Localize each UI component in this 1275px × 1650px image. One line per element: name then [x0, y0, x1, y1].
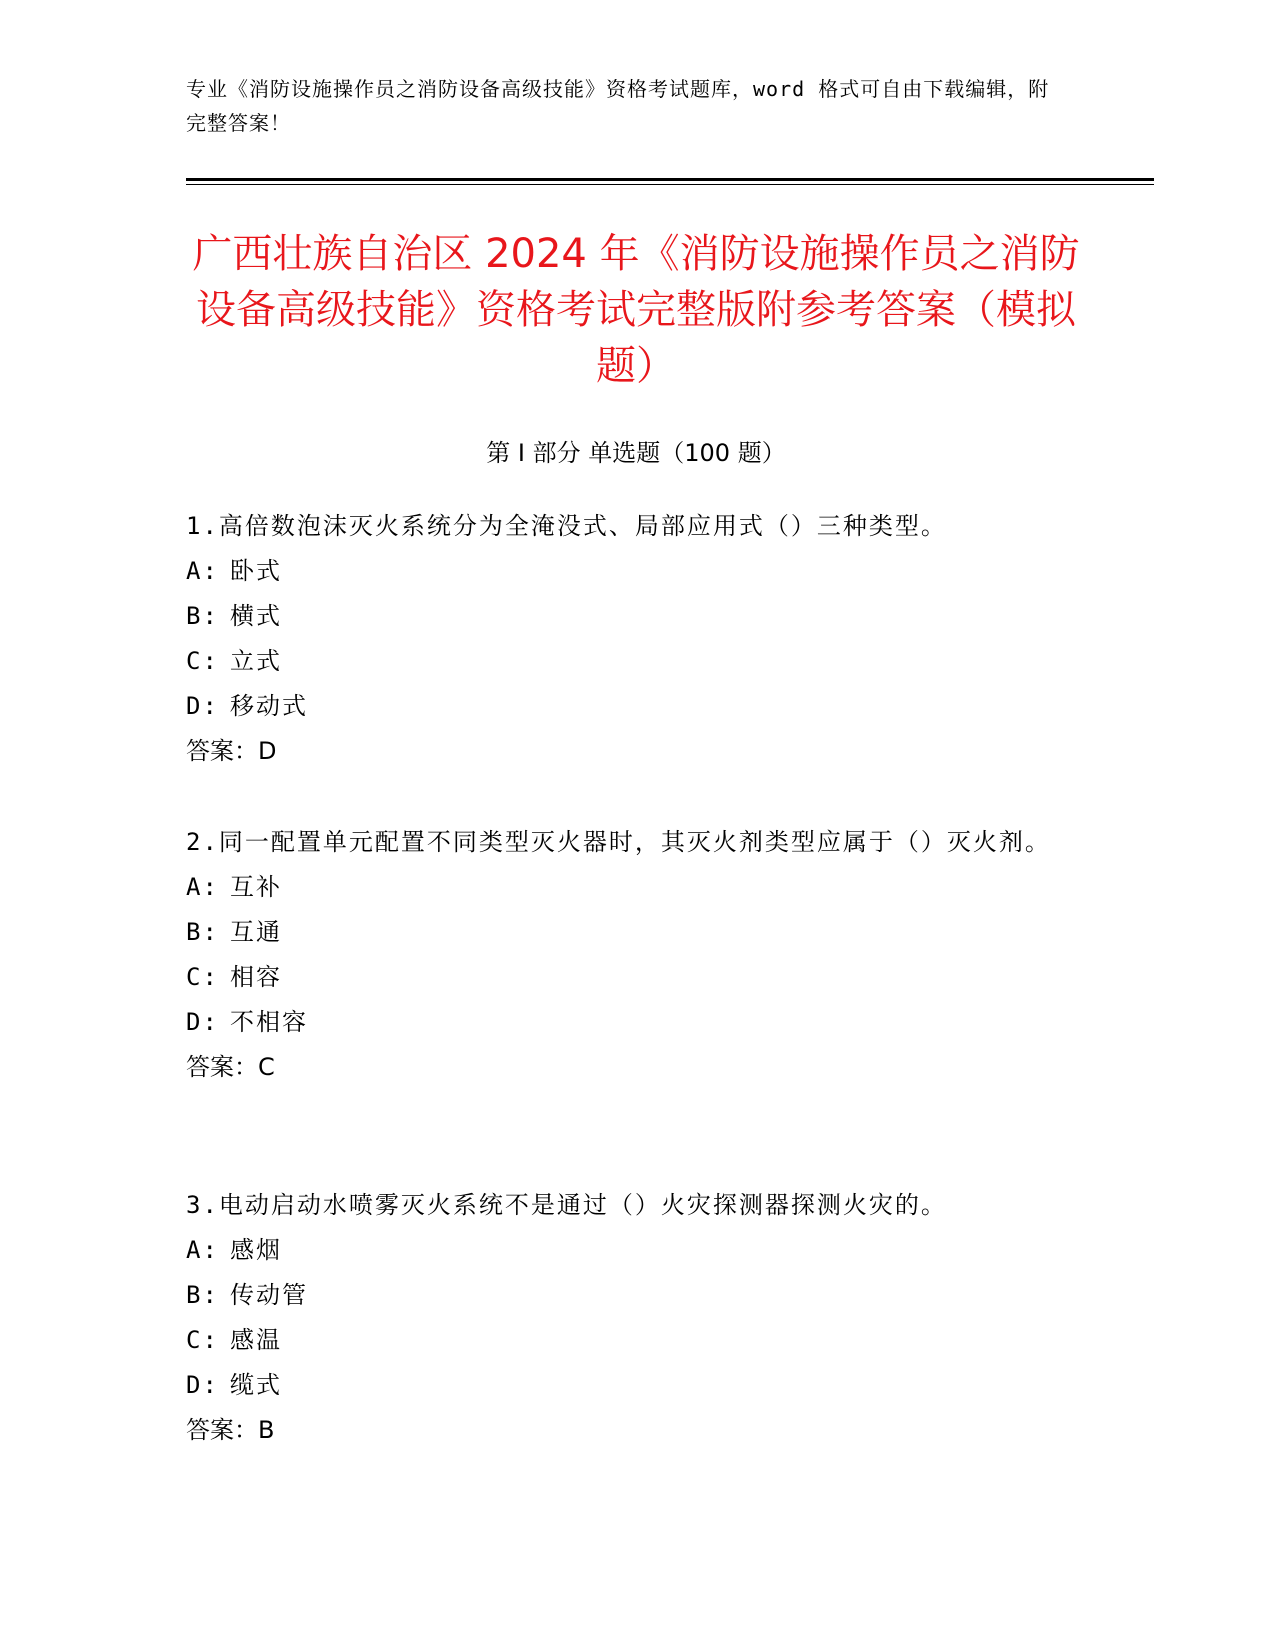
question-stem: 3.电动启动水喷雾灭火系统不是通过（）火灾探测器探测火灾的。: [186, 1191, 947, 1219]
option-a: [186, 549, 1066, 594]
option-b: [186, 594, 1066, 639]
section-title: 第 I 部分 单选题（100 题）: [486, 439, 786, 467]
option-key: A:: [186, 557, 219, 585]
option-text: 互通: [230, 918, 282, 946]
option-text: 横式: [230, 602, 282, 630]
option-text: 传动管: [230, 1281, 308, 1309]
answer-line: 答案：D: [186, 737, 277, 765]
option-key: D:: [186, 1008, 219, 1036]
option-text: 移动式: [230, 692, 308, 720]
question-2: [186, 820, 1066, 1090]
option-d: [186, 1000, 1066, 1045]
answer-line: 答案：C: [186, 1053, 275, 1081]
option-d: [186, 1363, 1066, 1408]
option-key: A:: [186, 873, 219, 901]
option-key: C:: [186, 1326, 219, 1354]
option-c: [186, 1318, 1066, 1363]
option-text: 不相容: [230, 1008, 308, 1036]
header-divider-thick: [186, 178, 1154, 181]
option-key: D:: [186, 692, 219, 720]
option-text: 感烟: [230, 1236, 282, 1264]
option-key: A:: [186, 1236, 219, 1264]
question-3: [186, 1183, 1066, 1453]
option-text: 卧式: [230, 557, 282, 585]
option-text: 缆式: [230, 1371, 282, 1399]
option-text: 相容: [230, 963, 282, 991]
option-text: 感温: [230, 1326, 282, 1354]
option-b: [186, 910, 1066, 955]
question-1: [186, 504, 1066, 774]
option-c: [186, 955, 1066, 1000]
option-key: B:: [186, 602, 219, 630]
option-text: 立式: [230, 647, 282, 675]
option-key: D:: [186, 1371, 219, 1399]
header-note: 专业《消防设施操作员之消防设备高级技能》资格考试题库，word 格式可自由下载编辑，附完整答案！: [186, 77, 1050, 135]
option-key: B:: [186, 1281, 219, 1309]
option-d: [186, 684, 1066, 729]
answer-line: 答案：B: [186, 1416, 275, 1444]
option-key: C:: [186, 647, 219, 675]
option-key: B:: [186, 918, 219, 946]
document-title: 广西壮族自治区 2024 年《消防设施操作员之消防设备高级技能》资格考试完整版附参考答案（模拟题）: [192, 231, 1080, 389]
option-c: [186, 639, 1066, 684]
header-divider-thin: [186, 184, 1154, 185]
option-a: [186, 1228, 1066, 1273]
question-stem: 2.同一配置单元配置不同类型灭火器时，其灭火剂类型应属于（）灭火剂。: [186, 828, 1051, 856]
option-b: [186, 1273, 1066, 1318]
question-stem: 1.高倍数泡沫灭火系统分为全淹没式、局部应用式（）三种类型。: [186, 512, 947, 540]
option-a: [186, 865, 1066, 910]
option-text: 互补: [230, 873, 282, 901]
option-key: C:: [186, 963, 219, 991]
